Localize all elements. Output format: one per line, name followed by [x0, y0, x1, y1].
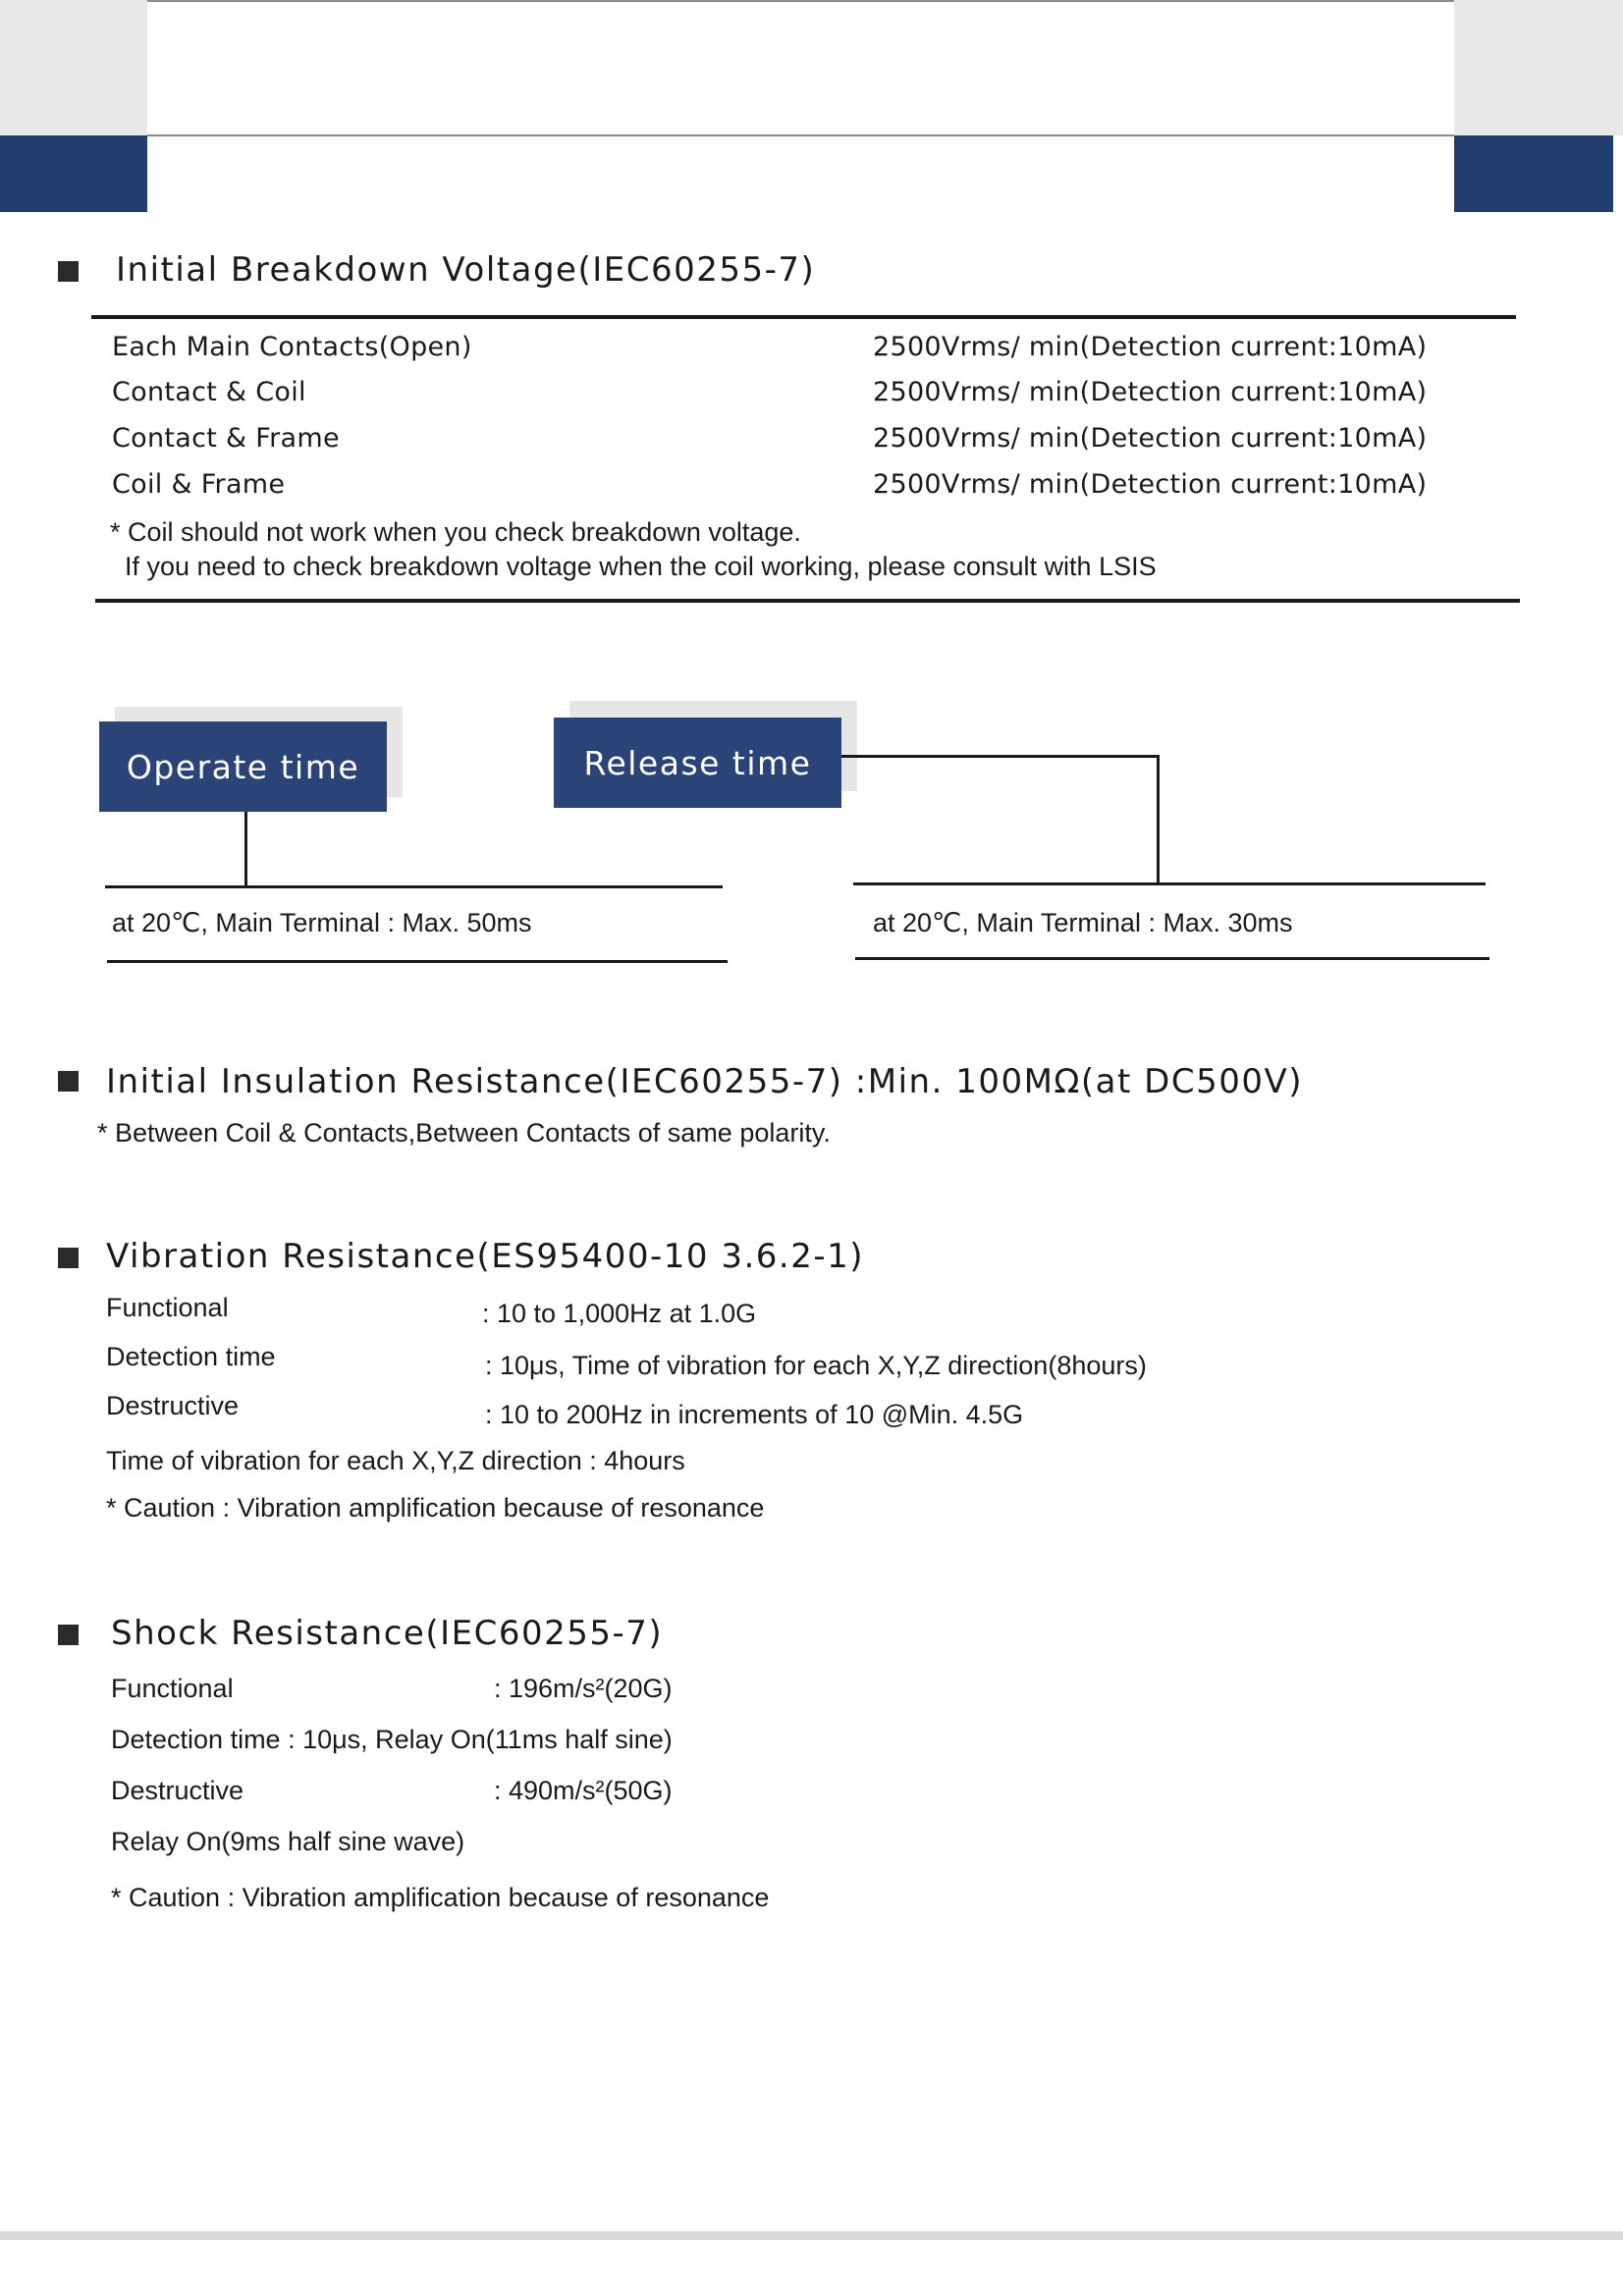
vibration-destructive-label: Destructive — [106, 1391, 240, 1420]
operate-time-value: at 20℃, Main Terminal : Max. 50ms — [112, 908, 532, 937]
shock-functional-label: Functional — [111, 1674, 234, 1703]
shock-section-title: Shock Resistance(IEC60255-7) — [111, 1614, 664, 1653]
breakdown-row-label: Contact & Frame — [112, 423, 340, 454]
shock-detection-line: Detection time : 10μs, Relay On(11ms half sine) — [111, 1725, 673, 1754]
vibration-detection-value: : 10μs, Time of vibration for each X,Y,Z direction(8hours) — [485, 1351, 1147, 1380]
breakdown-row-label: Coil & Frame — [112, 469, 286, 500]
breakdown-section-bullet — [58, 261, 79, 282]
header-left-gray-block — [0, 0, 147, 135]
operate-time-tag: Operate time — [99, 721, 387, 812]
shock-destructive-value: : 490m/s²(50G) — [494, 1776, 673, 1805]
vibration-section-bullet — [58, 1248, 79, 1268]
operate-bottom-rule — [107, 960, 728, 963]
breakdown-row-label: Each Main Contacts(Open) — [112, 332, 472, 362]
shock-functional-value: : 196m/s²(20G) — [494, 1674, 673, 1703]
vibration-functional-value: : 10 to 1,000Hz at 1.0G — [482, 1299, 757, 1328]
insulation-section-title: Initial Insulation Resistance(IEC60255-7) :Min. 100MΩ(at DC500V) — [106, 1062, 1303, 1101]
insulation-note: * Between Coil & Contacts,Between Contacts of same polarity. — [97, 1118, 831, 1148]
breakdown-section-title: Initial Breakdown Voltage(IEC60255-7) — [116, 250, 816, 290]
vibration-caution: * Caution : Vibration amplification because of resonance — [106, 1493, 765, 1522]
release-bottom-rule — [855, 957, 1489, 960]
header-top-line — [147, 0, 1454, 2]
shock-relay-line: Relay On(9ms half sine wave) — [111, 1827, 465, 1856]
release-time-value: at 20℃, Main Terminal : Max. 30ms — [873, 908, 1293, 937]
operate-top-rule — [105, 885, 723, 888]
header-right-gray-block — [1454, 0, 1623, 135]
vibration-detection-label: Detection time — [106, 1342, 276, 1371]
release-time-tag: Release time — [554, 718, 841, 808]
breakdown-row-value: 2500Vrms/ min(Detection current:10mA) — [873, 377, 1428, 407]
breakdown-top-rule — [91, 315, 1516, 319]
breakdown-row-value: 2500Vrms/ min(Detection current:10mA) — [873, 423, 1428, 454]
release-connector-vertical — [1157, 755, 1160, 885]
shock-section-bullet — [58, 1625, 79, 1645]
vibration-functional-label: Functional — [106, 1293, 229, 1322]
shock-destructive-label: Destructive — [111, 1776, 244, 1805]
breakdown-row-value: 2500Vrms/ min(Detection current:10mA) — [873, 469, 1428, 500]
header-divider-line — [147, 134, 1454, 136]
header-right-navy-block — [1454, 135, 1613, 212]
insulation-section-bullet — [58, 1071, 79, 1092]
vibration-section-title: Vibration Resistance(ES95400-10 3.6.2-1) — [106, 1237, 865, 1276]
breakdown-bottom-rule — [95, 599, 1520, 603]
operate-connector — [244, 812, 247, 888]
vibration-time-line: Time of vibration for each X,Y,Z direction : 4hours — [106, 1446, 685, 1475]
breakdown-row-value: 2500Vrms/ min(Detection current:10mA) — [873, 332, 1428, 362]
vibration-destructive-value: : 10 to 200Hz in increments of 10 @Min. 4.5G — [485, 1400, 1024, 1429]
breakdown-note-continued: If you need to check breakdown voltage when the coil working, please consult with LSIS — [125, 552, 1157, 581]
release-top-rule — [853, 882, 1486, 885]
footer-bar — [0, 2231, 1623, 2240]
breakdown-note: * Coil should not work when you check breakdown voltage. — [110, 517, 801, 547]
release-connector-horizontal — [841, 755, 1160, 758]
shock-caution: * Caution : Vibration amplification because of resonance — [111, 1883, 770, 1912]
header-left-navy-block — [0, 135, 147, 212]
breakdown-row-label: Contact & Coil — [112, 377, 306, 407]
